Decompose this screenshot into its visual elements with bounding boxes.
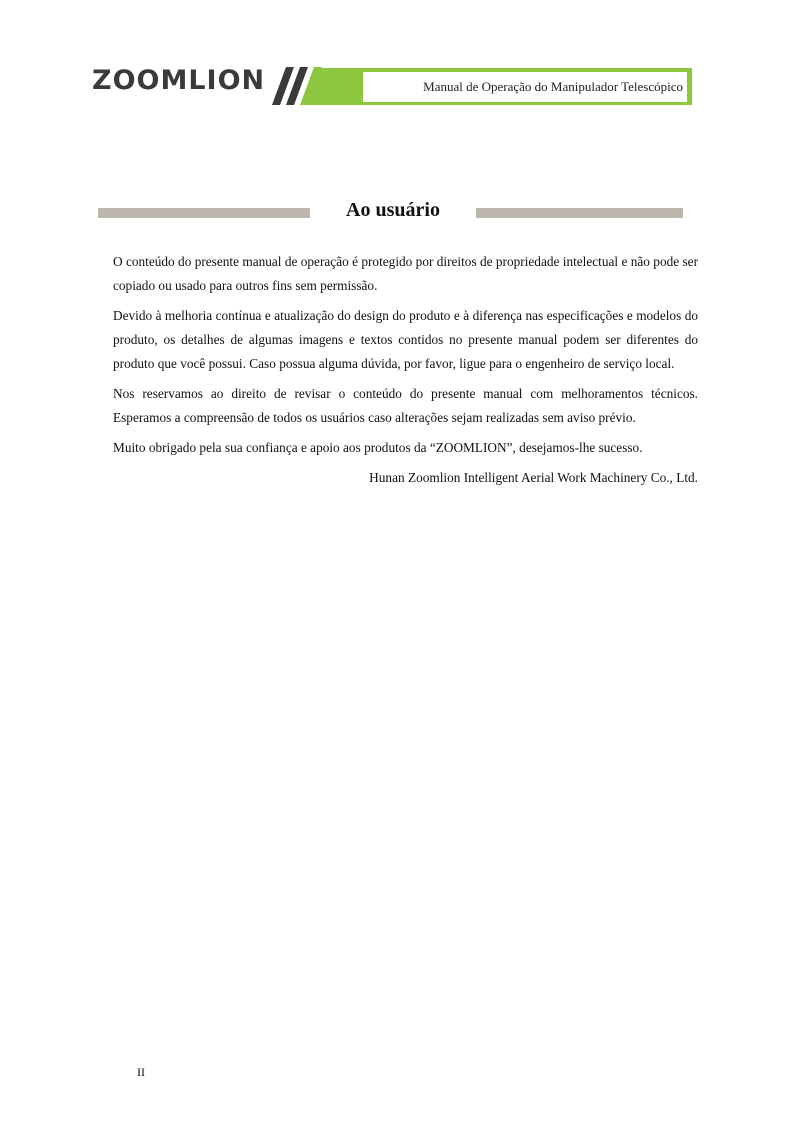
heading-divider-right <box>476 208 683 218</box>
body-text <box>113 250 698 490</box>
company-signature: Hunan Zoomlion Intelligent Aerial Work Machinery Co., Ltd. <box>369 470 698 485</box>
document-title: Manual de Operação do Manipulador Telescópico <box>362 71 688 103</box>
paragraph-product-differences: Devido à melhoria contínua e atualização do design do produto e à diferença nas especificações e modelos do produto, os detalhes de algumas imagens e textos contidos no presente manual podem ser diferentes do produto que você possui. Caso possua alguma dúvida, por favor, ligue para o engenheiro de serviço local. <box>113 308 698 371</box>
paragraph-thanks: Muito obrigado pela sua confiança e apoio aos produtos da “ZOOMLION”, desejamos-lhe sucesso. <box>113 440 643 455</box>
section-title: Ao usuário <box>346 199 440 221</box>
zoomlion-logo: ZOOMLION <box>92 65 266 96</box>
heading-divider-left <box>98 208 310 218</box>
page-header <box>0 0 793 110</box>
paragraph-copyright: O conteúdo do presente manual de operação é protegido por direitos de propriedade intelectual e não pode ser copiado ou usado para outros fins sem permissão. <box>113 254 698 293</box>
page-number: II <box>137 1065 145 1079</box>
paragraph-revision-rights: Nos reservamos ao direito de revisar o conteúdo do presente manual com melhoramentos técnicos. Esperamos a compreensão de todos os usuários caso alterações sejam realizadas sem aviso prévio. <box>113 386 698 425</box>
